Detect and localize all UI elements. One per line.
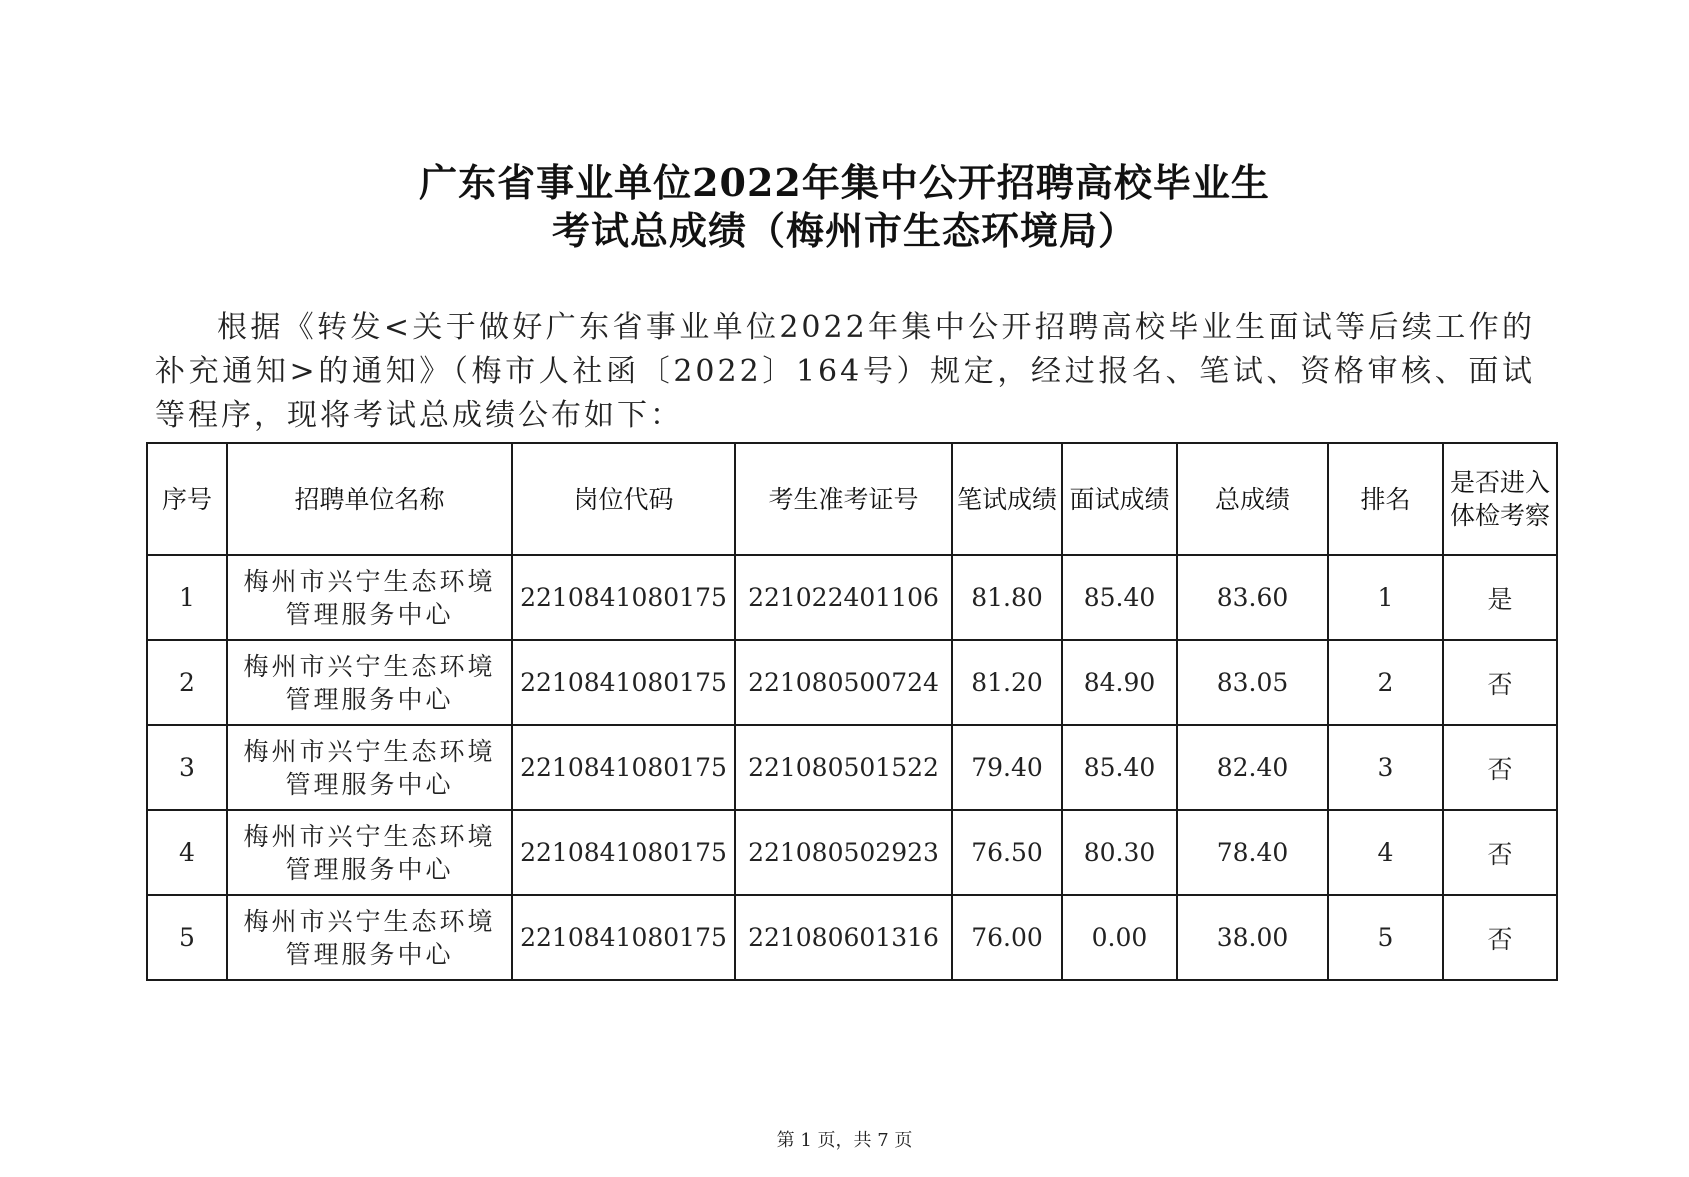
- table-row: [147, 555, 1557, 640]
- document-title-line2: 考试总成绩（梅州市生态环境局）: [551, 208, 1137, 253]
- cell-serial: 3: [147, 725, 227, 810]
- cell-physical-exam: 否: [1443, 725, 1557, 810]
- cell-interview-score: 85.40: [1062, 725, 1177, 810]
- cell-ticket-number: 221080601316: [735, 895, 952, 980]
- header-total-score: 总成绩: [1177, 443, 1328, 555]
- cell-total-score: 78.40: [1177, 810, 1328, 895]
- cell-interview-score: 85.40: [1062, 555, 1177, 640]
- cell-rank: 2: [1328, 640, 1443, 725]
- cell-physical-exam: 否: [1443, 895, 1557, 980]
- cell-unit-name: 梅州市兴宁生态环境管理服务中心: [227, 725, 512, 810]
- cell-interview-score: 80.30: [1062, 810, 1177, 895]
- cell-post-code: 2210841080175: [512, 895, 735, 980]
- cell-physical-exam: 否: [1443, 810, 1557, 895]
- cell-unit-name: 梅州市兴宁生态环境管理服务中心: [227, 640, 512, 725]
- cell-interview-score: 0.00: [1062, 895, 1177, 980]
- score-table: [146, 442, 1558, 981]
- header-post-code: 岗位代码: [512, 443, 735, 555]
- cell-written-score: 79.40: [952, 725, 1062, 810]
- cell-post-code: 2210841080175: [512, 555, 735, 640]
- table-header-row: [147, 443, 1557, 555]
- cell-unit-name: 梅州市兴宁生态环境管理服务中心: [227, 895, 512, 980]
- cell-post-code: 2210841080175: [512, 810, 735, 895]
- table-row: [147, 895, 1557, 980]
- cell-rank: 4: [1328, 810, 1443, 895]
- cell-rank: 5: [1328, 895, 1443, 980]
- header-rank: 排名: [1328, 443, 1443, 555]
- intro-paragraph: 根据《转发<关于做好广东省事业单位2022年集中公开招聘高校毕业生面试等后续工作的补充通知>的通知》（梅市人社函〔2022〕164号）规定，经过报名、笔试、资格审核、面试等程序，现将考试总成绩公布如下：: [155, 310, 1535, 433]
- cell-rank: 1: [1328, 555, 1443, 640]
- cell-total-score: 82.40: [1177, 725, 1328, 810]
- cell-ticket-number: 221022401106: [735, 555, 952, 640]
- cell-serial: 4: [147, 810, 227, 895]
- cell-written-score: 81.20: [952, 640, 1062, 725]
- cell-written-score: 76.50: [952, 810, 1062, 895]
- header-serial: 序号: [147, 443, 227, 555]
- cell-serial: 2: [147, 640, 227, 725]
- page-footer: 第 1 页，共 7 页: [776, 1130, 913, 1151]
- cell-serial: 5: [147, 895, 227, 980]
- header-interview-score: 面试成绩: [1062, 443, 1177, 555]
- header-physical-exam: 是否进入体检考察: [1443, 443, 1557, 555]
- header-written-score: 笔试成绩: [952, 443, 1062, 555]
- cell-post-code: 2210841080175: [512, 640, 735, 725]
- cell-ticket-number: 221080500724: [735, 640, 952, 725]
- cell-total-score: 38.00: [1177, 895, 1328, 980]
- cell-unit-name: 梅州市兴宁生态环境管理服务中心: [227, 810, 512, 895]
- document-title-line1: 广东省事业单位2022年集中公开招聘高校毕业生: [419, 160, 1270, 205]
- cell-interview-score: 84.90: [1062, 640, 1177, 725]
- cell-physical-exam: 是: [1443, 555, 1557, 640]
- cell-total-score: 83.05: [1177, 640, 1328, 725]
- table-row: [147, 810, 1557, 895]
- header-unit-name: 招聘单位名称: [227, 443, 512, 555]
- cell-ticket-number: 221080502923: [735, 810, 952, 895]
- cell-total-score: 83.60: [1177, 555, 1328, 640]
- table-row: [147, 725, 1557, 810]
- cell-post-code: 2210841080175: [512, 725, 735, 810]
- cell-rank: 3: [1328, 725, 1443, 810]
- cell-unit-name: 梅州市兴宁生态环境管理服务中心: [227, 555, 512, 640]
- table-row: [147, 640, 1557, 725]
- cell-physical-exam: 否: [1443, 640, 1557, 725]
- cell-written-score: 76.00: [952, 895, 1062, 980]
- cell-written-score: 81.80: [952, 555, 1062, 640]
- header-ticket-number: 考生准考证号: [735, 443, 952, 555]
- cell-ticket-number: 221080501522: [735, 725, 952, 810]
- cell-serial: 1: [147, 555, 227, 640]
